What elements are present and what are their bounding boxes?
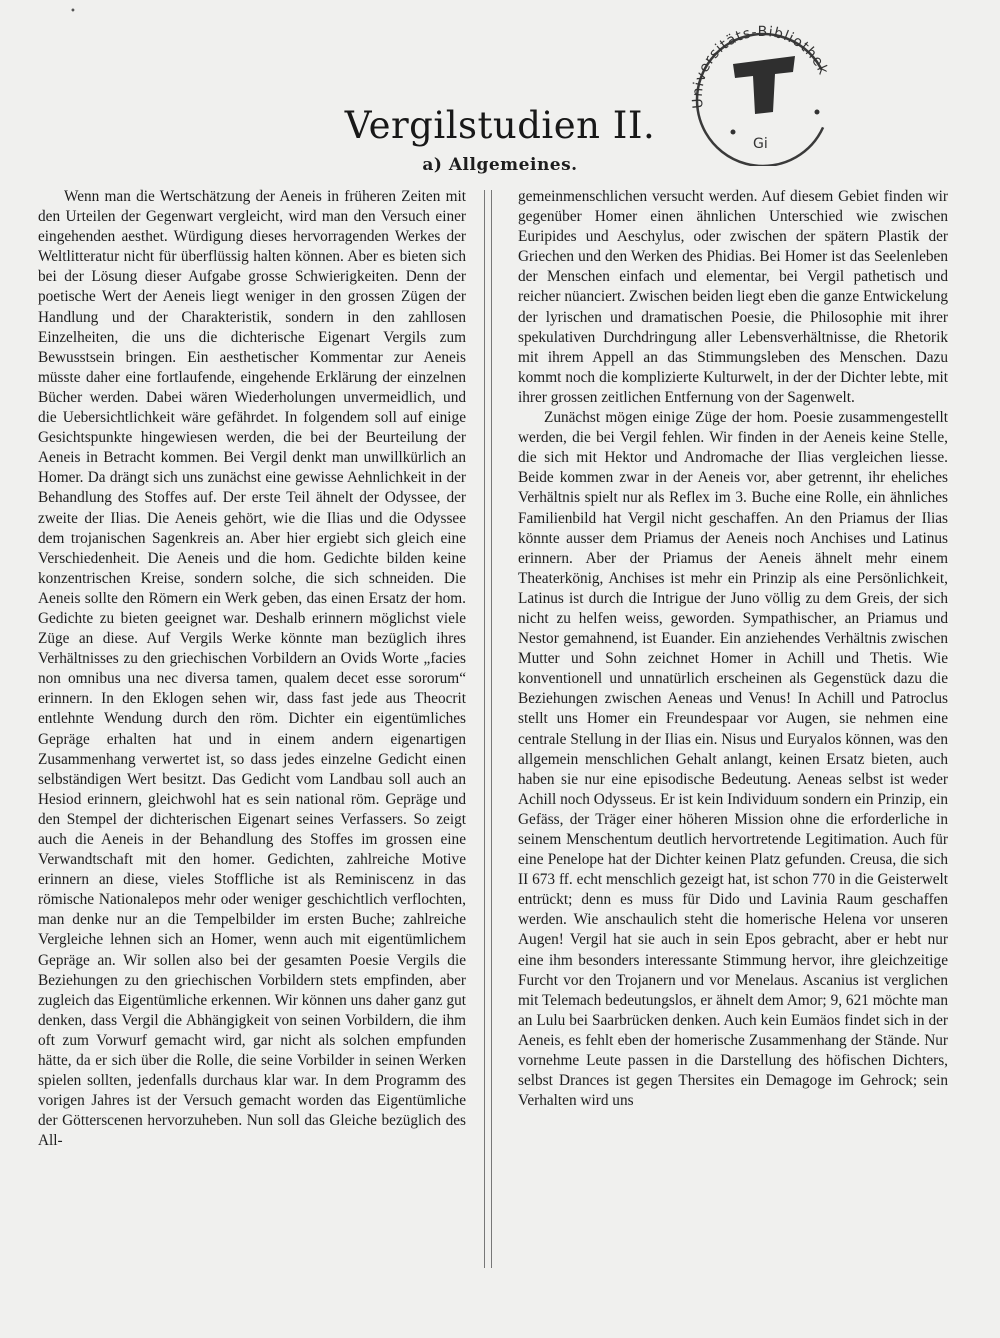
stamp-top-text: Universitäts-Bibliothek [689,23,832,110]
column-divider-left [484,190,485,1268]
page-title: Vergilstudien II. [344,104,656,147]
paragraph: Zunächst mögen einige Züge der hom. Poesie zusammengestellt werden, die bei Vergil fehlen. Wir finden in der Aeneis keine Stelle, die sich mit Hektor und Andromache der Ilias vergleichen liesse. Beide kommen zwar in der Aeneis vor, aber getrennt, ihr eheliches Verhältnis spielt nur als Reflex im 3. Buche eine Rolle, ein ähnliches Familienbild hat Vergil nicht geschaffen. An den Priamus der Ilias könnte ausser dem Priamus der Aeneis noch Anchises und Latinus erinnern. Aber der Priamus der Aeneis ähnelt mehr einem Theaterkönig, Anchises ist mehr ein Prinzip als eine Persönlichkeit, Latinus ist durch die Intrigue der Juno völlig zu dem Greis, der sich nicht zu helfen weiss, geworden. Sympathischer, an Priamus und Nestor gemahnend, ist Euander. Ein anziehendes Verhältnis zwischen Mutter und Sohn zeichnet Homer in Achill und Thetis. Wie konventionell und unnatürlich erscheinen als Gegenstück dazu die Beziehungen zwischen Aeneas und Venus! In Achill und Patroclus stellt uns Homer ein Freundespaar vor Augen, sie nehmen eine centrale Stellung in der Ilias ein. Nisus und Euryalos können, was den allgemein menschlichen Gehalt anlangt, keinen Ersatz bieten, auch haben sie nur eine episodische Bedeutung. Aeneas selbst ist weder Achill noch Odysseus. Er ist kein Individuum sondern ein Prinzip, ein Gefäss, der Träger einer höheren Mission ohne die erforderliche in seinem Menschentum deutlich hervortretende Legitimation. Auch für eine Penelope hat der Dichter keinen Platz gefunden. Creusa, die sich II 673 ff. echt menschlich gezeigt hat, ist schon 770 in die Geisterwelt entrückt; denn es muss für Dido und Lavinia Raum geschaffen werden. Wie anschaulich steht die homerische Helena vor unseren Augen! Vergil hat sie auch in sein Epos gebracht, aber er hebt nur eine ihm besonders interessante Stimmung hervor, ihre gleichzeitige Furcht vor den Trojanern und vor Menelaus. Ascanius ist verglichen mit Telemach bedeutungslos, er ähnelt dem Amor; 9, 621 möchte man an Lulu bei Saarbrücken denken. Auch kein Eumäos findet sich in der Aeneis, es fehlt eben der homerische Zusammenhang der Stände. Nur vornehme Leute passen in die Darstellung des höfischen Dichters, selbst Drances ist gegen Thersites ein Demagoge im Gehrock; sein Verhalten wird uns [518,409,948,1110]
text-column-left [38,187,466,1152]
column-divider-right [491,190,492,1268]
text-column-right [518,187,948,1111]
paragraph: Wenn man die Wertschätzung der Aeneis in früheren Zeiten mit den Urteilen der Gegenwart vergleicht, wird man den Versuch einer eingehenden aesthet. Würdigung dieses hervorragenden Werkes der Weltlitteratur nicht für überflüssig halten können. Aber es bieten sich bei der Lösung dieser Aufgabe grosse Schwierigkeiten. Denn der poetische Wert der Aeneis liegt weniger in den grossen Zügen der Handlung und der Charakteristik, sondern in den zahllosen Einzelheiten, die uns die dichterische Eigenart Vergils zum Bewusstsein bringen. Ein aesthetischer Kommentar zur Aeneis müsste daher eine fortlaufende, eingehende Erklärung der einzelnen Bücher werden. Dabei wären Wiederholungen unvermeidlich, und die Uebersichtlichkeit wäre gefährdet. In folgendem soll auf einige Gesichtspunkte hingewiesen werden, die bei der Beurteilung der Aeneis in Betracht kommen. Bei Vergil denkt man unwillkürlich an Homer. Da drängt sich uns zunächst eine gewisse Aehnlichkeit in der Behandlung des Stoffes auf. Der erste Teil ähnelt der Odyssee, der zweite der Ilias. Die Aeneis gehört, wie die Ilias und die Odyssee dem trojanischen Sagenkreis an. Aber hier ergiebt sich gleich eine Verschiedenheit. Die Aeneis und die hom. Gedichte bilden keine konzentrischen Kreise, sondern solche, die sich schneiden. Die Aeneis sollte den Römern ein Werk geben, das einen Ersatz der hom. Gedichte zu bieten geeignet war. Deshalb erinnern möglichst viele Züge an diese. Auf Vergils Werke könnte man bezüglich ihres Verhältnisses zu den griechischen Vorbildern an Ovids Worte „facies non omnibus una nec diversa tamen, qualem decet esse sororum“ erinnern. In den Eklogen sehen wir, dass fast jede aus Theocrit entlehnte Wendung durch den röm. Dichter ein eigentümliches Gepräge erhalten hat und in einem andern eigenartigen Zusammenhang verwertet ist, so dass jedes einzelne Gedicht einen selbständigen Wert besitzt. Das Gedicht vom Landbau soll auch an Hesiod erinnern, gleichwohl hat es sein national röm. Gepräge und den Stempel der dichterischen Eigenart seines Verfassers. So zeigt auch die Aeneis in der Behandlung des Stoffes im grossen eine Verwandtschaft mit den homer. Gedichten, zahlreiche Motive erinnern an diese, vieles Stoffliche ist als Reminiscenz in das römische Nationalepos mehr oder weniger geschichtlich verflochten, man denke nur an die Tempelbilder im ersten Buche; zahlreiche Vergleiche lehnen sich an Homer, wenn auch mit eigentümlichem Gepräge an. Wir sollen also bei der gesamten Poesie Vergils die Beziehungen zu den griechischen Vorbildern stets empfinden, aber zugleich das Eigentümliche erkennen. Wir können uns daher ganz gut denken, dass Vergil die Abhängigkeit von seinen Vorbildern, die ihm oft zum Vorwurf gemacht wird, gar nicht als solchen empfunden hätte, da er sich über die Rolle, die seine Vorbilder in seinen Werken spielen sollten, jedenfalls durchaus klar war. In dem Programm des vorigen Jahres ist der Versuch gemacht worden das Eigentümliche der Götterscenen hervorzuheben. Nun soll das Gleiche bezüglich des All- [38,188,466,1150]
page-mark: • [70,6,76,17]
section-subtitle: a) Allgemeines. [422,155,578,175]
paragraph: gemeinmenschlichen versucht werden. Auf diesem Gebiet finden wir gegenüber Homer einen ähnlichen Unterschied wie zwischen Euripides und Aeschylus, oder zwischen der spätern Plastik der Griechen und den Werken des Phidias. Bei Homer ist das Seelenleben der Menschen einfach und elementar, bei Vergil pathetisch und reicher nüanciert. Zwischen beiden liegt eben die ganze Entwickelung der lyrischen und dramatischen Poesie, die Philosophie mit ihrer spekulativen Durchdringung aller Lebensverhältnisse, die Rhetorik mit ihrem Appell an das Stimmungsleben des Menschen. Dazu kommt noch die komplizierte Kulturwelt, in der der Dichter lebte, mit ihrer grossen zeitlichen Entfernung von der Sagenwelt. [518,188,948,406]
stamp-bottom-text: Gi [753,136,768,152]
